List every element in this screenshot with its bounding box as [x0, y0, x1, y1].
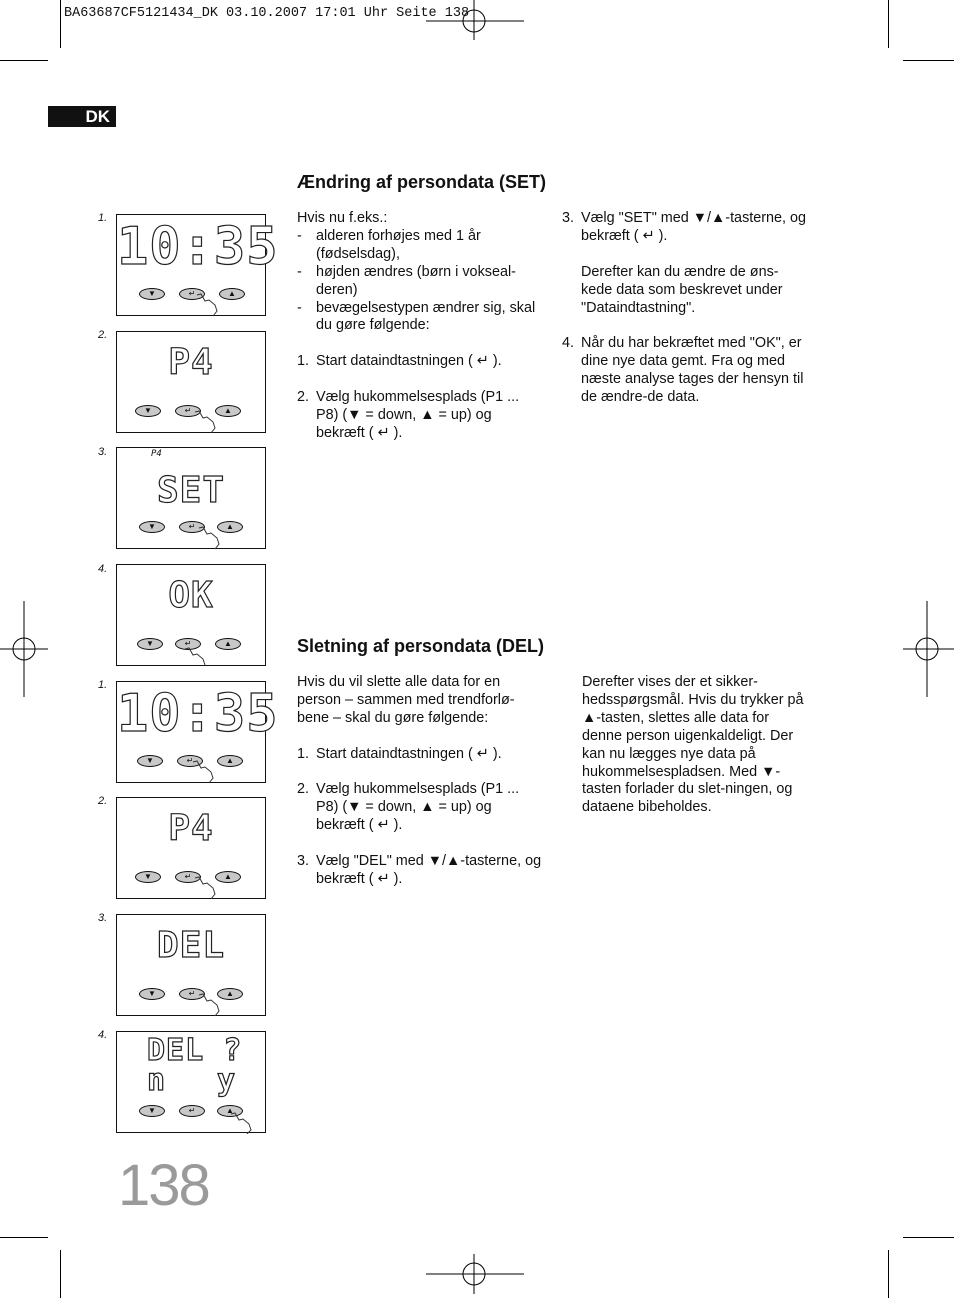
lcd-text: DEL ? — [147, 1033, 243, 1068]
crop-mark — [60, 0, 61, 48]
up-button[interactable]: ▲ — [217, 521, 243, 533]
print-header: BA63687CF5121434_DK 03.10.2007 17:01 Uhr Seite 138 — [64, 6, 470, 21]
enter-button[interactable]: ↵ — [179, 288, 205, 300]
set-steps — [297, 353, 542, 443]
display-step-number: 1. — [98, 212, 108, 224]
registration-mark-icon — [0, 601, 48, 697]
del-right-text: Derefter vises der et sikker-hedsspørgsmål. Hvis du trykker på ▲-tasten, slettes alle data for denne person uigenkaldeligt. Der kan nu lægges nye data på hukommelsespladsen. Med ▼-tasten forlader du slet-ningen, og dataene bibeholdes. — [582, 674, 804, 816]
down-button[interactable]: ▼ — [139, 988, 165, 1000]
pointing-hand-icon — [197, 993, 221, 1017]
crop-mark — [60, 1250, 61, 1298]
display-step-number: 4. — [98, 563, 108, 575]
list-item: 4. Når du har bekræftet med "OK", er dine nye data gemt. Fra og med næste analyse tages der hensyn til de ændre-de data. — [562, 335, 804, 406]
down-button[interactable]: ▼ — [139, 521, 165, 533]
registration-mark-icon — [426, 1254, 524, 1294]
lcd-display — [116, 214, 279, 316]
section-title-set: Ændring af persondata (SET) — [297, 172, 547, 192]
up-button[interactable]: ▲ — [217, 988, 243, 1000]
button-row — [117, 405, 265, 418]
button-row — [117, 871, 265, 884]
display-step-number: 2. — [98, 329, 108, 341]
display-step-number: 4. — [98, 1029, 108, 1041]
enter-button[interactable]: ↵ — [179, 988, 205, 1000]
list-item: 3. Vælg "DEL" med ▼/▲-tasterne, og bekræft ( ↵ ). — [297, 853, 542, 887]
lcd-display — [116, 1031, 266, 1133]
del-steps — [297, 746, 542, 889]
up-button[interactable]: ▲ — [219, 288, 245, 300]
list-item: 1. Start dataindtastningen ( ↵ ). — [297, 353, 502, 370]
list-item: 2. Vælg hukommelsesplads (P1 ... P8) (▼ = down, ▲ = up) og bekræft ( ↵ ). — [297, 389, 520, 441]
lcd-display — [116, 447, 266, 549]
display-step-number: 3. — [98, 912, 108, 924]
list-item: - alderen forhøjes med 1 år (fødselsdag), — [297, 227, 481, 262]
crop-mark — [903, 1237, 954, 1238]
enter-button[interactable]: ↵ — [175, 638, 201, 650]
lcd-text: SET — [156, 470, 226, 511]
list-item: 3. Vælg "SET" med ▼/▲-tasterne, og bekræft ( ↵ ). — [562, 210, 807, 244]
down-button[interactable]: ▼ — [139, 288, 165, 300]
button-row — [117, 288, 265, 301]
pointing-hand-icon — [191, 760, 215, 784]
lcd-display — [116, 797, 266, 899]
up-button[interactable]: ▲ — [215, 638, 241, 650]
lcd-yes-option: y — [216, 1063, 235, 1098]
pointing-hand-icon — [197, 526, 221, 550]
lcd-no-option: n — [147, 1063, 166, 1098]
section-title-del: Sletning af persondata (DEL) — [297, 636, 545, 656]
pointing-hand-icon — [193, 876, 217, 900]
down-button[interactable]: ▼ — [137, 755, 163, 767]
set-steps-right — [562, 210, 807, 407]
enter-button[interactable]: ↵ — [175, 405, 201, 417]
up-button[interactable]: ▲ — [217, 1105, 243, 1117]
button-row — [117, 521, 265, 534]
crop-mark — [888, 0, 889, 48]
set-intro: Hvis nu f.eks.: — [297, 210, 388, 226]
list-item: 2. Vælg hukommelsesplads (P1 ... P8) (▼ = down, ▲ = up) og bekræft ( ↵ ). — [297, 781, 520, 834]
down-button[interactable]: ▼ — [135, 871, 161, 883]
crop-mark — [888, 1250, 889, 1298]
del-left-column — [297, 674, 542, 907]
lcd-row2 — [147, 1063, 235, 1098]
registration-mark-icon — [903, 601, 954, 697]
down-button[interactable]: ▼ — [139, 1105, 165, 1117]
pointing-hand-icon — [193, 410, 217, 434]
enter-button[interactable]: ↵ — [179, 1105, 205, 1117]
lcd-small-text: P4 — [151, 449, 162, 459]
lcd-display — [116, 914, 266, 1016]
display-step-number: 3. — [98, 446, 108, 458]
down-button[interactable]: ▼ — [135, 405, 161, 417]
button-row — [117, 988, 265, 1001]
display-step-number: 2. — [98, 795, 108, 807]
del-intro: Hvis du vil slette alle data for en person – sammen med trendforlø-bene – skal du gøre følgende: — [297, 674, 515, 726]
lcd-text: P4 — [168, 808, 214, 849]
list-item: 1. Start dataindtastningen ( ↵ ). — [297, 745, 502, 762]
set-left-column — [297, 210, 542, 461]
lcd-text: 10:35 — [117, 217, 279, 277]
lcd-text: P4 — [168, 342, 214, 383]
up-button[interactable]: ▲ — [215, 405, 241, 417]
language-badge: DK — [48, 106, 116, 127]
set-right-column — [562, 210, 807, 425]
lcd-text: 10:35 — [117, 684, 279, 744]
pointing-hand-icon — [229, 1112, 255, 1134]
lcd-display — [116, 681, 279, 783]
enter-button[interactable]: ↵ — [177, 755, 203, 767]
list-item: Derefter kan du ændre de øns-kede data som beskrevet under "Dataindtastning". — [581, 263, 783, 316]
enter-button[interactable]: ↵ — [175, 871, 201, 883]
lcd-display — [116, 331, 266, 433]
lcd-text: DEL — [156, 925, 226, 966]
lcd-text: OK — [168, 575, 214, 616]
up-button[interactable]: ▲ — [215, 871, 241, 883]
enter-button[interactable]: ↵ — [179, 521, 205, 533]
down-button[interactable]: ▼ — [137, 638, 163, 650]
list-item: - bevægelsestypen ændrer sig, skal du gøre følgende: — [297, 299, 536, 334]
display-step-number: 1. — [98, 679, 108, 691]
page-number: 138 — [118, 1153, 209, 1218]
up-button[interactable]: ▲ — [217, 755, 243, 767]
set-bullets — [297, 228, 542, 335]
lcd-display — [116, 564, 266, 666]
pointing-hand-icon — [183, 647, 207, 667]
registration-mark-icon — [426, 0, 524, 40]
del-right-column — [582, 674, 807, 817]
crop-mark — [0, 1237, 48, 1238]
crop-mark — [903, 60, 954, 61]
pointing-hand-icon — [195, 293, 219, 317]
crop-mark — [0, 60, 48, 61]
list-item: - højden ændres (børn i vokseal-deren) — [297, 263, 516, 298]
